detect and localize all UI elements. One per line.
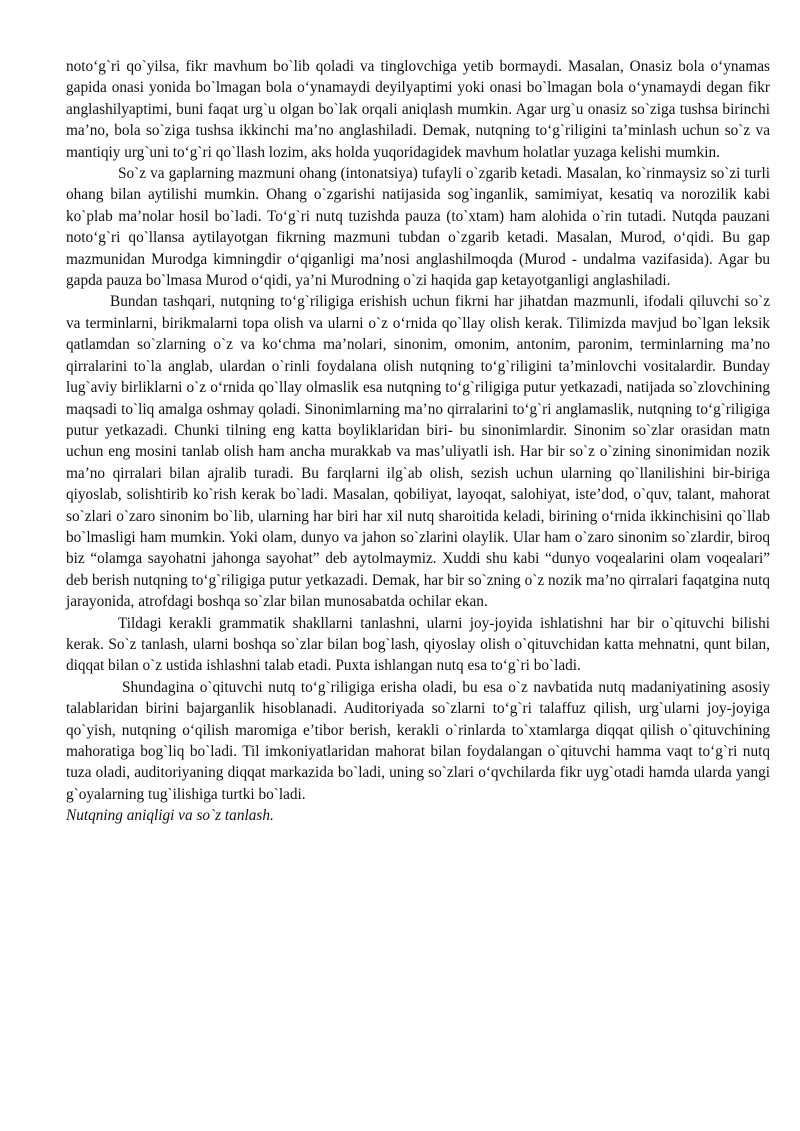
section-heading: Nutqning aniqligi va so`z tanlash. — [66, 807, 274, 825]
document-page — [66, 56, 770, 827]
paragraph-4: Tildagi kerakli grammatik shakllarni tanlashni, ularni joy-joyida ishlatishni har bir o`qituvchi bilishi kerak. So`z tanlash, ularni boshqa so`zlar bilan bog`lash, qiyoslay olish o`qituvchidan katta mehnatni, qunt bilan, diqqat bilan o`z ustida ishlashni talab etadi. Puxta ishlangan nutq esa to‘g`ri bo`ladi. — [66, 614, 770, 675]
paragraph-3: Bundan tashqari, nutqning to‘g`riligiga erishish uchun fikrni har jihatdan mazmunli, ifodali qiluvchi so`z va terminlarni, birikmalarni topa olish va ularni o`z o‘rnida qo`llay olish kerak. Tilimizda mavjud bo`lgan leksik qatlamdan so`zlarning o`z va ko‘chma ma’nolari, sinonim, omonim, antonim, paronim, terminlarning ma’no qirralarini to`la anglab, ulardan o`rinli foydalana olish nutqning to‘g`riligini ta’minlovchi vositalardir. Bunday lug`aviy birliklarni o`z o‘rnida qo`llay olmaslik esa nutqning to‘g`riligiga putur yetkazadi, natijada so`zlovchining maqsadi to`liq amalga oshmay qoladi. Sinonimlarning ma’no qirralarini to‘g`ri anglamaslik, nutqning to‘g`riligiga putur yetkazadi. Chunki tilning eng katta boyliklaridan biri- bu sinonimlardir. Sinonim so`zlar orasidan matn uchun eng mosini tanlab olish ham ancha murakkab va mas’uliyatli ish. Har bir so`z o`zining sinonimidan nozik ma’no qirralari bilan ajralib turadi. Bu farqlarni ilg`ab olish, sezish uchun ularning qo`llanilishini bir-biriga qiyoslab, solishtirib ko`rish kerak bo`ladi. Masalan, qobiliyat, layoqat, salohiyat, iste’dod, o`quv, talant, mahorat so`zlari o`zaro sinonim bo`lib, ularning har biri har xil nutq sharoitida keladi, birining o‘rnida ikkinchisini qo`llab bo`lmasligi ham mumkin. Yoki olam, dunyo va jahon so`zlarini olaylik. Ular ham o`zaro sinonim so`zlardir, biroq biz “olamga sayohatni jahonga sayohat” deb aytolmaymiz. Xuddi shu kabi “dunyo voqealarini olam voqealari” deb berish nutqning to‘g`riligiga putur yetkazadi. Demak, har bir so`zning o`z nozik ma’no qirralari faqatgina nutq jarayonida, atrofdagi boshqa so`zlar bilan munosabatda ochilar ekan. — [66, 293, 770, 611]
paragraph-2: So`z va gaplarning mazmuni ohang (intonatsiya) tufayli o`zgarib ketadi. Masalan, ko`rinmaysiz so`zi turli ohang bilan aytilishi mumkin. Ohang o`zgarishi natijasida sog`inganlik, samimiyat, kesatiq va norozilik kabi ko`plab ma’nolar hosil bo`ladi. To‘g`ri nutq tuzishda pauza (to`xtam) ham alohida o`rin tutadi. Nutqda pauzani noto‘g`ri qo`llansa aytilayotgan fikrning mazmuni tubdan o`zgarib ketadi. Masalan, Murod, o‘qidi. Bu gap mazmunidan Murodga kimningdir o‘qiganligi ma’nosi anglashilmoqda (Murod - undalma vazifasida). Agar bu gapda pauza bo`lmasa Murod o‘qidi, ya’ni Murodning o`zi haqida gap ketayotganligi anglashiladi. — [66, 165, 770, 290]
paragraph-1: noto‘g`ri qo`yilsa, fikr mavhum bo`lib qoladi va tinglovchiga yetib bormaydi. Masalan, Onasiz bola o‘ynamas gapida onasi yonida bo`lmagan bola o‘ynamaydi deyilyaptimi yoki onasi bo`lmagan bola o‘ynamaydi degan fikr anglashilyaptimi, buni faqat urg`u olgan bo`lak orqali aniqlash mumkin. Agar urg`u onasiz so`ziga tushsa birinchi ma’no, bola so`ziga tushsa ikkinchi ma’no anglashiladi. Demak, nutqning to‘g`riligini ta’minlash uchun so`z va mantiqiy urg`uni to‘g`ri qo`llash lozim, aks holda yuqoridagidek mavhum holatlar yuzaga kelishi mumkin. — [66, 58, 770, 161]
paragraph-5: Shundagina o`qituvchi nutq to‘g`riligiga erisha oladi, bu esa o`z navbatida nutq madaniyatining asosiy talablaridan birini bajarganlik hisoblanadi. Auditoriyada so`zlarni to‘g`ri talaffuz qilish, urg`ularni joy-joyiga qo`yish, nutqning o‘qilish maromiga e’tibor berish, kerakli o`rinlarda to`xtamlarga diqqat qilish o`qituvchining mahoratiga bog`liq bo`ladi. Til imkoniyatlaridan mahorat bilan foydalangan o`qituvchi hamma vaqt to‘g`ri nutq tuza oladi, auditoriyaning diqqat markazida bo`ladi, uning so`zlari o‘qvchilarda fikr uyg`otadi hamda ularda yangi g`oyalarning tug`ilishiga turtki bo`ladi. — [66, 678, 770, 803]
